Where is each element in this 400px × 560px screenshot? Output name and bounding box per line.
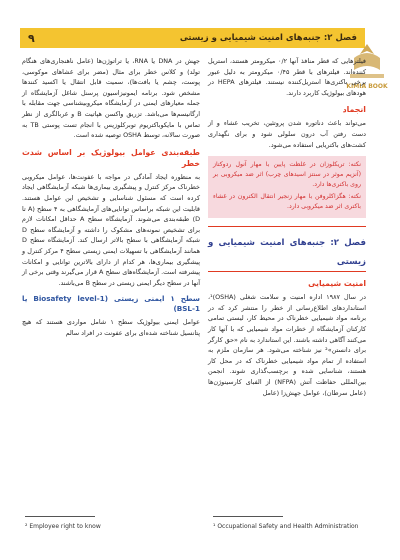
left-column bbox=[22, 56, 200, 340]
note-1: نکته: تریکلوزان در غلظت پایین با مهار آنول ردوکتاز (آنزیم موثر در سنتز اسیدهای چرب) اثر ضد میکروبی بر روی باکتری‌ها دارد. bbox=[213, 161, 361, 189]
right-paragraph-2: می‌تواند باعث دناتوره شدن پروتئین، تخریب غشاء و از دست رفتن آب درون سلولی شود و برای نگهداری کشت‌های باکتریایی استفاده می‌شود. bbox=[208, 119, 366, 149]
left-paragraph-3: عوامل ایمنی بیولوژیک سطح ۱ شامل مواردی هستند که هیچ پتانسیل شناخته شده‌ای برای عفونت در افراد سالم bbox=[22, 318, 200, 337]
footnote-left: ² Employee right to know bbox=[25, 523, 101, 530]
header-title: فصل ۲: جنبه‌های امنیت شیمیایی و زیستی bbox=[179, 33, 357, 43]
heading-bsl1: سطح ۱ ایمنی زیستی (Biosafety level-1 یا BSL-1) bbox=[22, 294, 200, 314]
footnote-rule-left bbox=[25, 516, 95, 517]
note-box bbox=[208, 156, 366, 218]
right-paragraph-3: در سال ۱۹۸۷ اداره امنیت و سلامت شغلی (OSHA)¹، استانداردهای اطلاع‌رسانی از خطر را منتشر کرد که در برنامه مواد شیمیایی خطرناک در محیط کار، لیستی تمامی کارکنان آزمایشگاه از خطرات مواد شیمیایی که با آنها کار می‌کنند آگاهی داشته باشند. این استاندارد به نام «حق کارگر برای دانستن»² نیز شناخته می‌شود. هر سازمان ملزم به استفاده از تمام مواد شیمیایی خطرناک که در محل کار هستند، شناسایی شده و برچسب‌گذاری شوند. انجمن بین‌المللی حفاظت آتش (NFPA) از الفبای کارسینوژن‌ها (عامل سرطان)، عوامل جهش‌زا (عامل bbox=[208, 293, 367, 397]
footnote-right: ¹ Occupational Safety and Health Administration bbox=[213, 523, 359, 530]
chapter-heading: فصل ۲: جنبه‌های امنیت شیمیایی و زیستی bbox=[208, 238, 366, 268]
heading-biological-classification: طبقه‌بندی عوامل بیولوژیک بر اساس شدت خطر bbox=[22, 147, 200, 168]
heading-chemical-safety: امنیت شیمیایی bbox=[308, 279, 366, 289]
footnote-rule-right bbox=[213, 516, 283, 517]
logo-text: KIMIA BOOK bbox=[346, 83, 388, 90]
chapter-heading-box bbox=[208, 226, 366, 272]
right-paragraph-1: فیلترهایی که قطر منافذ آنها ۰/۲ میکرومتر هستند، استریل کننده‌اند. فیلترهای با قطر ۰/۴۵ میکرومتر به دلیل عبور برخی باکتری‌ها استریل‌کننده نیستند. فیلترهای HEPA در هودهای بیولوژیک کاربرد دارند. bbox=[208, 57, 366, 97]
left-paragraph-1: جهش در DNA یا RNA، یا تراتوژن‌ها (عامل ناهنجاری‌های هنگام تولد) و کلاس خطر برای مثال (مضر برای غشاهای موکوسی، پوست، چشم یا بافت‌ها)، سمیت قابل انتقال یا اکسید کنندها مشخص شود. برنامه ایمونیزاسیون پرسنل شاغل آزمایشگاه از جمله معیارهای ایمنی در آزمایشگاه میکروبیشناسی جهت مقابله با ارگانیسم‌ها می‌باشد. تزریق واکسن هپاتیت B و غربالگری از نظر تماس با مایکوباکتریوم توبرکلوزیس با انجام تست پوستی TB به صورت سالانه، توسط OSHA توصیه شده است. bbox=[22, 57, 201, 140]
page-number: ۹ bbox=[28, 31, 35, 45]
heading-freezing: انجماد bbox=[342, 105, 366, 115]
right-column bbox=[208, 56, 366, 400]
page-header bbox=[20, 28, 365, 48]
left-paragraph-2: به منظوره ایجاد آمادگی در مواجه با عفونت‌ها، عوامل میکروبی خطرناک مرکز کنترل و پیشگیری بیماری‌ها شبکه آزمایشگاهی ایجاد کرده است که مسئول شناسایی و تشخیص این عوامل هستند. قابلیت این شبکه براساس توانایی‌های آزمایشگاهی به ۴ سطح (A تا D) طبقه‌بندی می‌شوند. آزمایشگاه سطح A حداقل امکانات لازم برای تشخیص نمونه‌های مشکوک را داشته و آزمایشگاه سطح D شبکه آزمایشگاهی با سطح بالاتر ارسال کند. آزمایشگاه سطح D همانند آزمایشگاهی با تسهیلات ایمنی زیستی سطح ۴ مرکز کنترل و پیشگیری بیماری‌ها، هر کدام از دارای بالاترین توانایی و امکانات پیشرفته است. آزمایشگاه‌های سطح A قرار می‌گیرند وقتی برخی از آنها در سطح دیگر ایمنی زیستی در سطح B می‌باشند. bbox=[22, 172, 200, 287]
note-2: نکته: هگزاکلروفن با مهار زنجیر انتقال الکترون در غشاء باکتری اثر ضد میکروبی دارد. bbox=[213, 193, 361, 211]
